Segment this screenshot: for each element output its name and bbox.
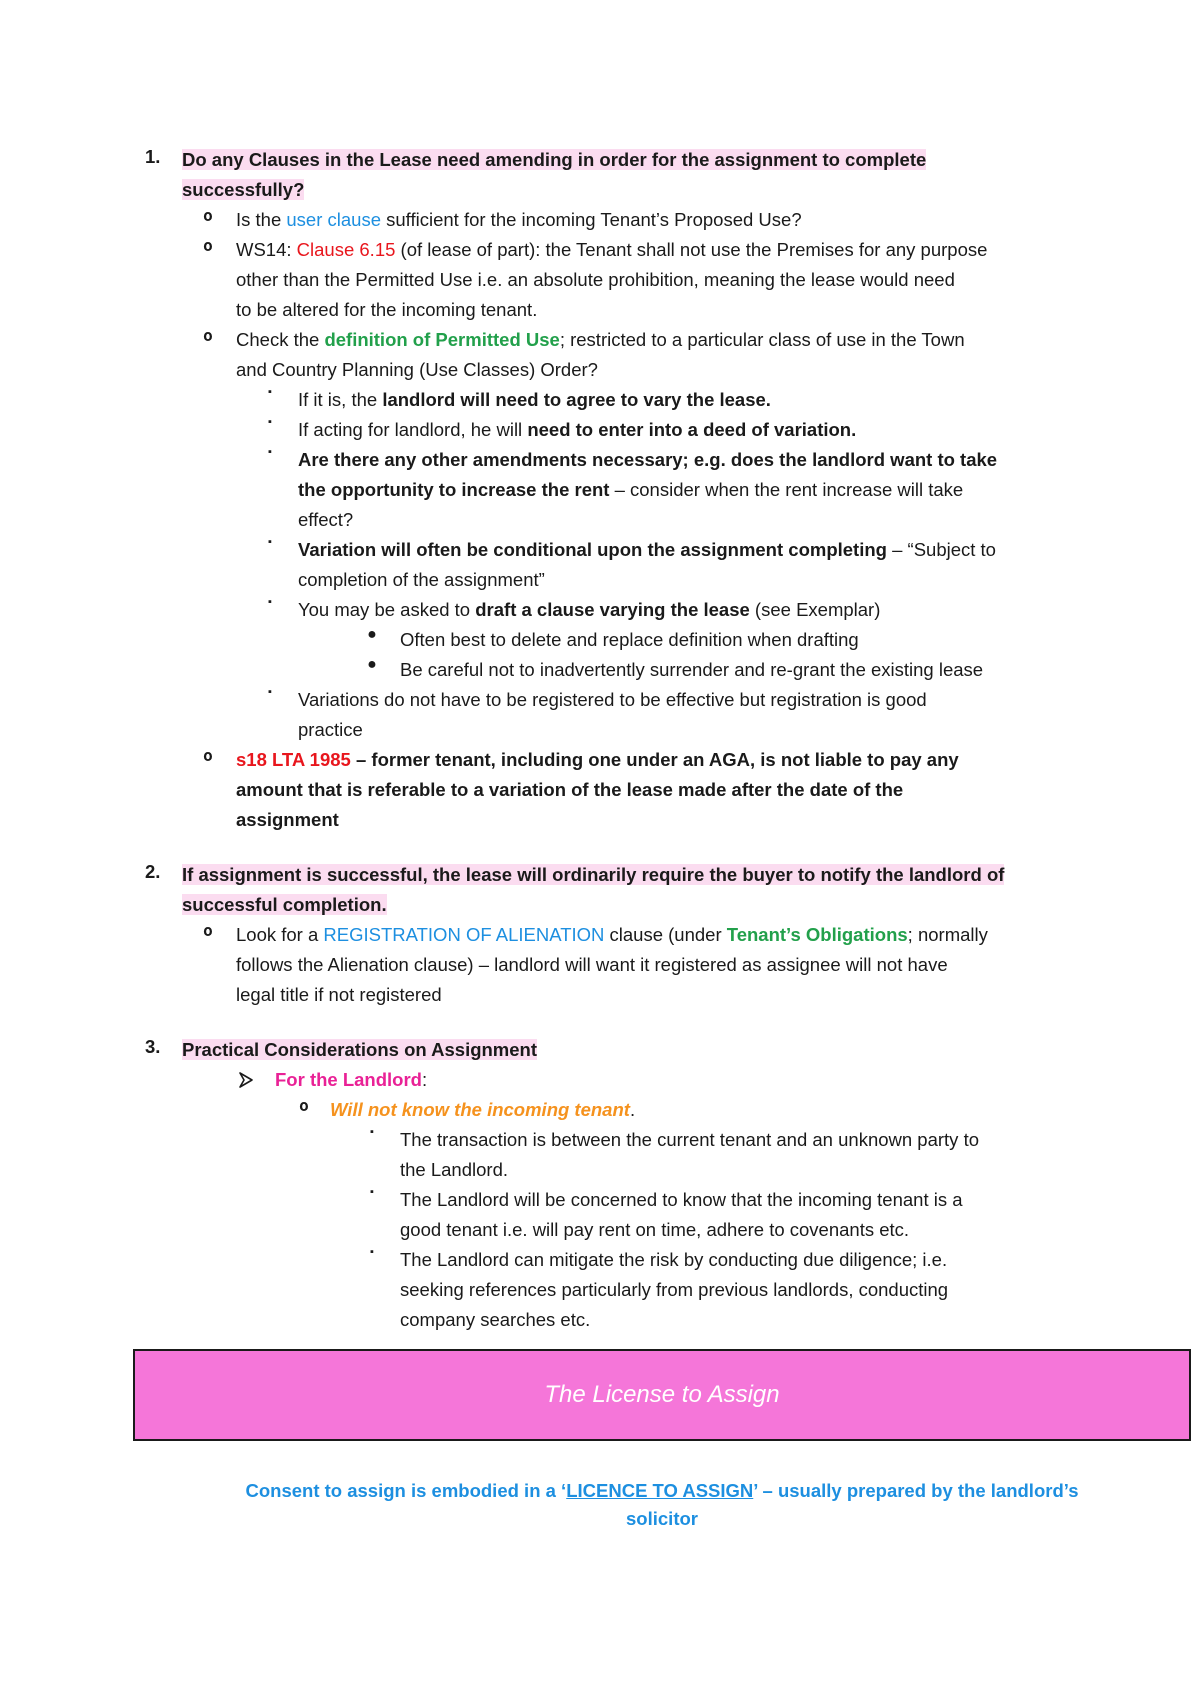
sub-item-registration-line2: practice [298,719,363,740]
section-1-heading-line2: successfully? [182,179,305,200]
statute-ref: s18 LTA 1985 [236,749,351,770]
sub-item-amendments-line2: the opportunity to increase the rent – consider when the rent increase will take [298,479,964,500]
bullet-square-marker: ▪ [370,1126,374,1138]
bullet-square-marker: ▪ [370,1186,374,1198]
clause-ref: Clause 6.15 [296,239,396,260]
section-number-2: 2. [145,861,161,882]
sub-item-registration-line1: Variations do not have to be registered to be effective but registration is good [298,689,927,710]
landlord-point-2-line1: The Landlord will be concerned to know that the incoming tenant is a [400,1189,963,1210]
bullet-o-marker: o [203,746,213,765]
landlord-point-3-line3: company searches etc. [400,1309,591,1330]
bullet-dot-marker: ● [367,656,377,673]
bullet-square-marker: ▪ [268,596,272,608]
unknown-tenant: Will not know the incoming tenant. [330,1099,636,1120]
s18-line2: amount that is referable to a variation of the lease made after the date of the [236,779,904,800]
dot-item-surrender: Be careful not to inadvertently surrender and re-grant the existing lease [400,659,984,680]
banner-title: The License to Assign [544,1381,780,1408]
section-number-3: 3. [145,1036,161,1057]
consent-line1: Consent to assign is embodied in a ‘LICENCE TO ASSIGN’ – usually prepared by the landlord’s [245,1480,1079,1501]
landlord-point-2-line2: good tenant i.e. will pay rent on time, adhere to covenants etc. [400,1219,910,1240]
bullet-o-marker: o [203,236,213,255]
section-2-heading-line1: If assignment is successful, the lease will ordinarily require the buyer to notify the landlord of [182,864,1005,885]
bullet-square-marker: ▪ [268,446,272,458]
section-2-heading-line2: successful completion. [182,894,387,915]
sub-item-deed-of-variation: If acting for landlord, he will need to enter into a deed of variation. [298,419,857,440]
landlord-point-3-line2: seeking references particularly from previous landlords, conducting [400,1279,949,1300]
section-1-heading-line1: Do any Clauses in the Lease need amending in order for the assignment to complete [182,149,927,170]
landlord-point-1-line2: the Landlord. [400,1159,509,1180]
dot-item-delete-replace: Often best to delete and replace definition when drafting [400,629,859,650]
user-clause-line: Is the user clause sufficient for the incoming Tenant’s Proposed Use? [236,209,802,230]
sub-item-draft-clause: You may be asked to draft a clause varying the lease (see Exemplar) [298,599,881,620]
bullet-square-marker: ▪ [268,536,272,548]
bullet-square-marker: ▪ [268,386,272,398]
sub-item-conditional-line2: completion of the assignment” [298,569,545,590]
bullet-dot-marker: ● [367,626,377,643]
check-definition-line2: and Country Planning (Use Classes) Order? [236,359,598,380]
tenant-obligations-term: Tenant’s Obligations [726,924,908,945]
registration-line3: legal title if not registered [236,984,442,1005]
registration-line2: follows the Alienation clause) – landlord will want it registered as assignee will not have [236,954,948,975]
bullet-o-marker: o [299,1096,309,1115]
sub-item-amendments-line1: Are there any other amendments necessary; e.g. does the landlord want to take [298,449,998,470]
bullet-o-marker: o [203,921,213,940]
ws14-line3: to be altered for the incoming tenant. [236,299,538,320]
section-3-heading: Practical Considerations on Assignment [182,1039,538,1060]
bullet-o-marker: o [203,326,213,345]
s18-line1: s18 LTA 1985 – former tenant, including one under an AGA, is not liable to pay any [236,749,959,770]
licence-to-assign-term: LICENCE TO ASSIGN [566,1480,754,1501]
ws14-line2: other than the Permitted Use i.e. an absolute prohibition, meaning the lease would need [236,269,955,290]
sub-item-conditional-line1: Variation will often be conditional upon the assignment completing – “Subject to [298,539,996,560]
for-the-landlord: For the Landlord: [275,1069,428,1090]
ws14-line1: WS14: Clause 6.15 (of lease of part): the Tenant shall not use the Premises for any purpose [236,239,988,260]
arrow-bullet-icon [238,1066,258,1088]
user-clause-term: user clause [286,209,381,230]
section-banner [133,1349,1191,1441]
bullet-square-marker: ▪ [268,416,272,428]
registration-term: REGISTRATION OF ALIENATION [323,924,605,945]
bullet-o-marker: o [203,206,213,225]
sub-item-amendments-line3: effect? [298,509,354,530]
bullet-square-marker: ▪ [268,686,272,698]
permitted-use-term: definition of Permitted Use [324,329,560,350]
sub-item-vary-lease: If it is, the landlord will need to agree to vary the lease. [298,389,771,410]
consent-line2: solicitor [626,1508,698,1529]
check-definition-line1: Check the definition of Permitted Use; restricted to a particular class of use in the Town [236,329,965,350]
section-number-1: 1. [145,146,161,167]
s18-line3: assignment [236,809,339,830]
landlord-point-1-line1: The transaction is between the current tenant and an unknown party to [400,1129,980,1150]
bullet-square-marker: ▪ [370,1246,374,1258]
landlord-point-3-line1: The Landlord can mitigate the risk by conducting due diligence; i.e. [400,1249,948,1270]
registration-line1: Look for a REGISTRATION OF ALIENATION clause (under Tenant’s Obligations; normally [236,924,988,945]
